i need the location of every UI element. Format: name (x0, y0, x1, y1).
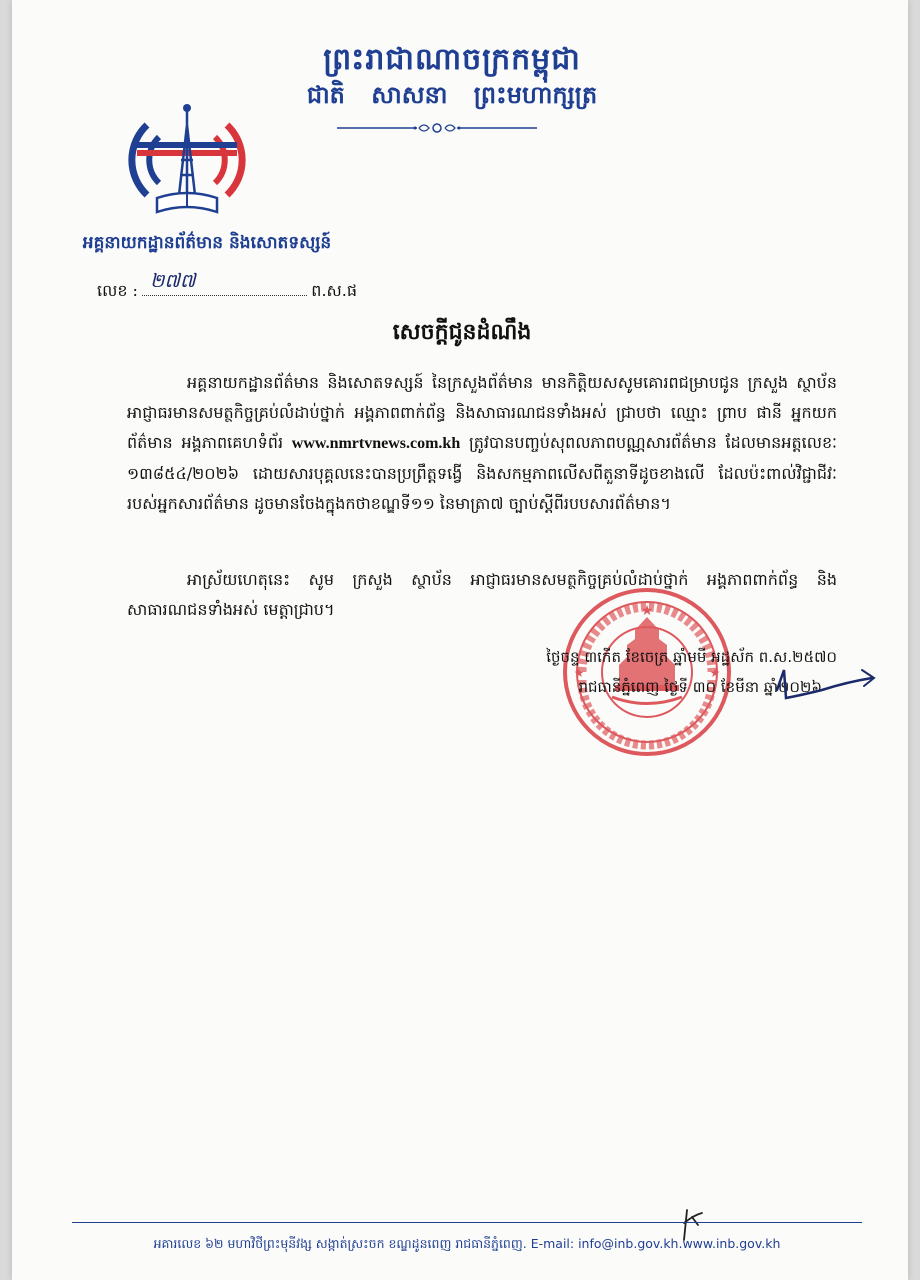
svg-text:★: ★ (573, 666, 585, 680)
website-link-text: www.nmrtvnews.com.kh (291, 435, 461, 452)
official-seal-icon (557, 585, 737, 760)
letter-page (12, 0, 908, 1280)
reference-dotted-field (142, 270, 307, 296)
department-name: អគ្គនាយកដ្ឋានព័ត៌មាន និងសោតទស្សន៍ (82, 233, 332, 253)
paragraph-1-text-end: ត្រូវបានបញ្ចប់សុពលភាពបណ្ណសារព័ត៌មាន ដែលមានអត្តលេខៈ ១៣៨៥៤/២០២៦ ដោយសារបុគ្គលនេះបានប្រព្រឹត្តទង្វើ និងសកម្មភាពលើសពីតួនាទីដូចខាងលើ ដែលប៉ះពាល់វិជ្ជាជីវៈរបស់អ្នកសារព័ត៌មាន ដូចមានចែងក្នុងកថាខណ្ឌទី១១ នៃមាត្រា៧ ច្បាប់ស្តីពីរបបសារព័ត៌មាន។ (127, 433, 837, 513)
ornament-divider-icon (337, 118, 537, 138)
reference-number: ២៧៧ (149, 270, 196, 292)
reference-number-line (97, 270, 357, 304)
national-motto: ជាតិ សាសនា ព្រះមហាក្សត្រ (306, 80, 598, 109)
ministry-logo-icon (127, 100, 247, 225)
signature-icon (772, 660, 882, 705)
reference-suffix: ព.ស.ផ (311, 281, 357, 300)
body-paragraph-1 (127, 368, 837, 519)
date-lunar-calendar: ថ្ងៃចន្ទ ៣កើត ខែចេត្រ ឆ្នាំមមី អដ្ឋស័ក ព.ស.២៥៧០ (546, 648, 837, 666)
svg-text:★: ★ (640, 603, 654, 619)
date-place-solar: រាជធានីភ្នំពេញ ថ្ងៃទី ៣០ ខែមីនា ឆ្នាំ២០២៦ (578, 678, 822, 696)
kingdom-heading: ព្រះរាជាណាចក្រកម្ពុជា (323, 42, 581, 77)
footer-divider (72, 1222, 862, 1223)
paragraph-1-text-start: អគ្គនាយកដ្ឋានព័ត៌មាន និងសោតទស្សន៍ នៃក្រសួងព័ត៌មាន មានកិត្តិយសសូមគោរពជម្រាបជូន ក្រសួង ស្ថាប័ន អាជ្ញាធរមានសមត្ថកិច្ចគ្រប់លំដាប់ថ្នាក់ អង្គភាពពាក់ព័ន្ធ និងសាធារណជនទាំងអស់ ជ្រាបថា ឈ្មោះ ព្រាប ផានី អ្នកយកព័ត៌មាន អង្គភាពគេហទំព័រ (127, 373, 837, 452)
svg-text:★: ★ (709, 666, 721, 680)
footer-address: អគារលេខ ៦២ មហាវិថីព្រះមុនីវង្ស សង្កាត់ស្រះចក ខណ្ឌដូនពេញ រាជធានីភ្នំពេញ. E-mail: info@inb.gov.kh.www.inb.gov.kh (153, 1236, 781, 1251)
body-paragraph-2: អាស្រ័យហេតុនេះ សូម ក្រសួង ស្ថាប័ន អាជ្ញាធរមានសមត្ថកិច្ចគ្រប់លំដាប់ថ្នាក់ អង្គភាពពាក់ព័ន្ធ និងសាធារណជនទាំងអស់ មេត្តាជ្រាប។ (127, 570, 837, 619)
reference-prefix: លេខ : (97, 281, 138, 300)
document-title: សេចក្តីជូនដំណឹង (392, 320, 532, 345)
